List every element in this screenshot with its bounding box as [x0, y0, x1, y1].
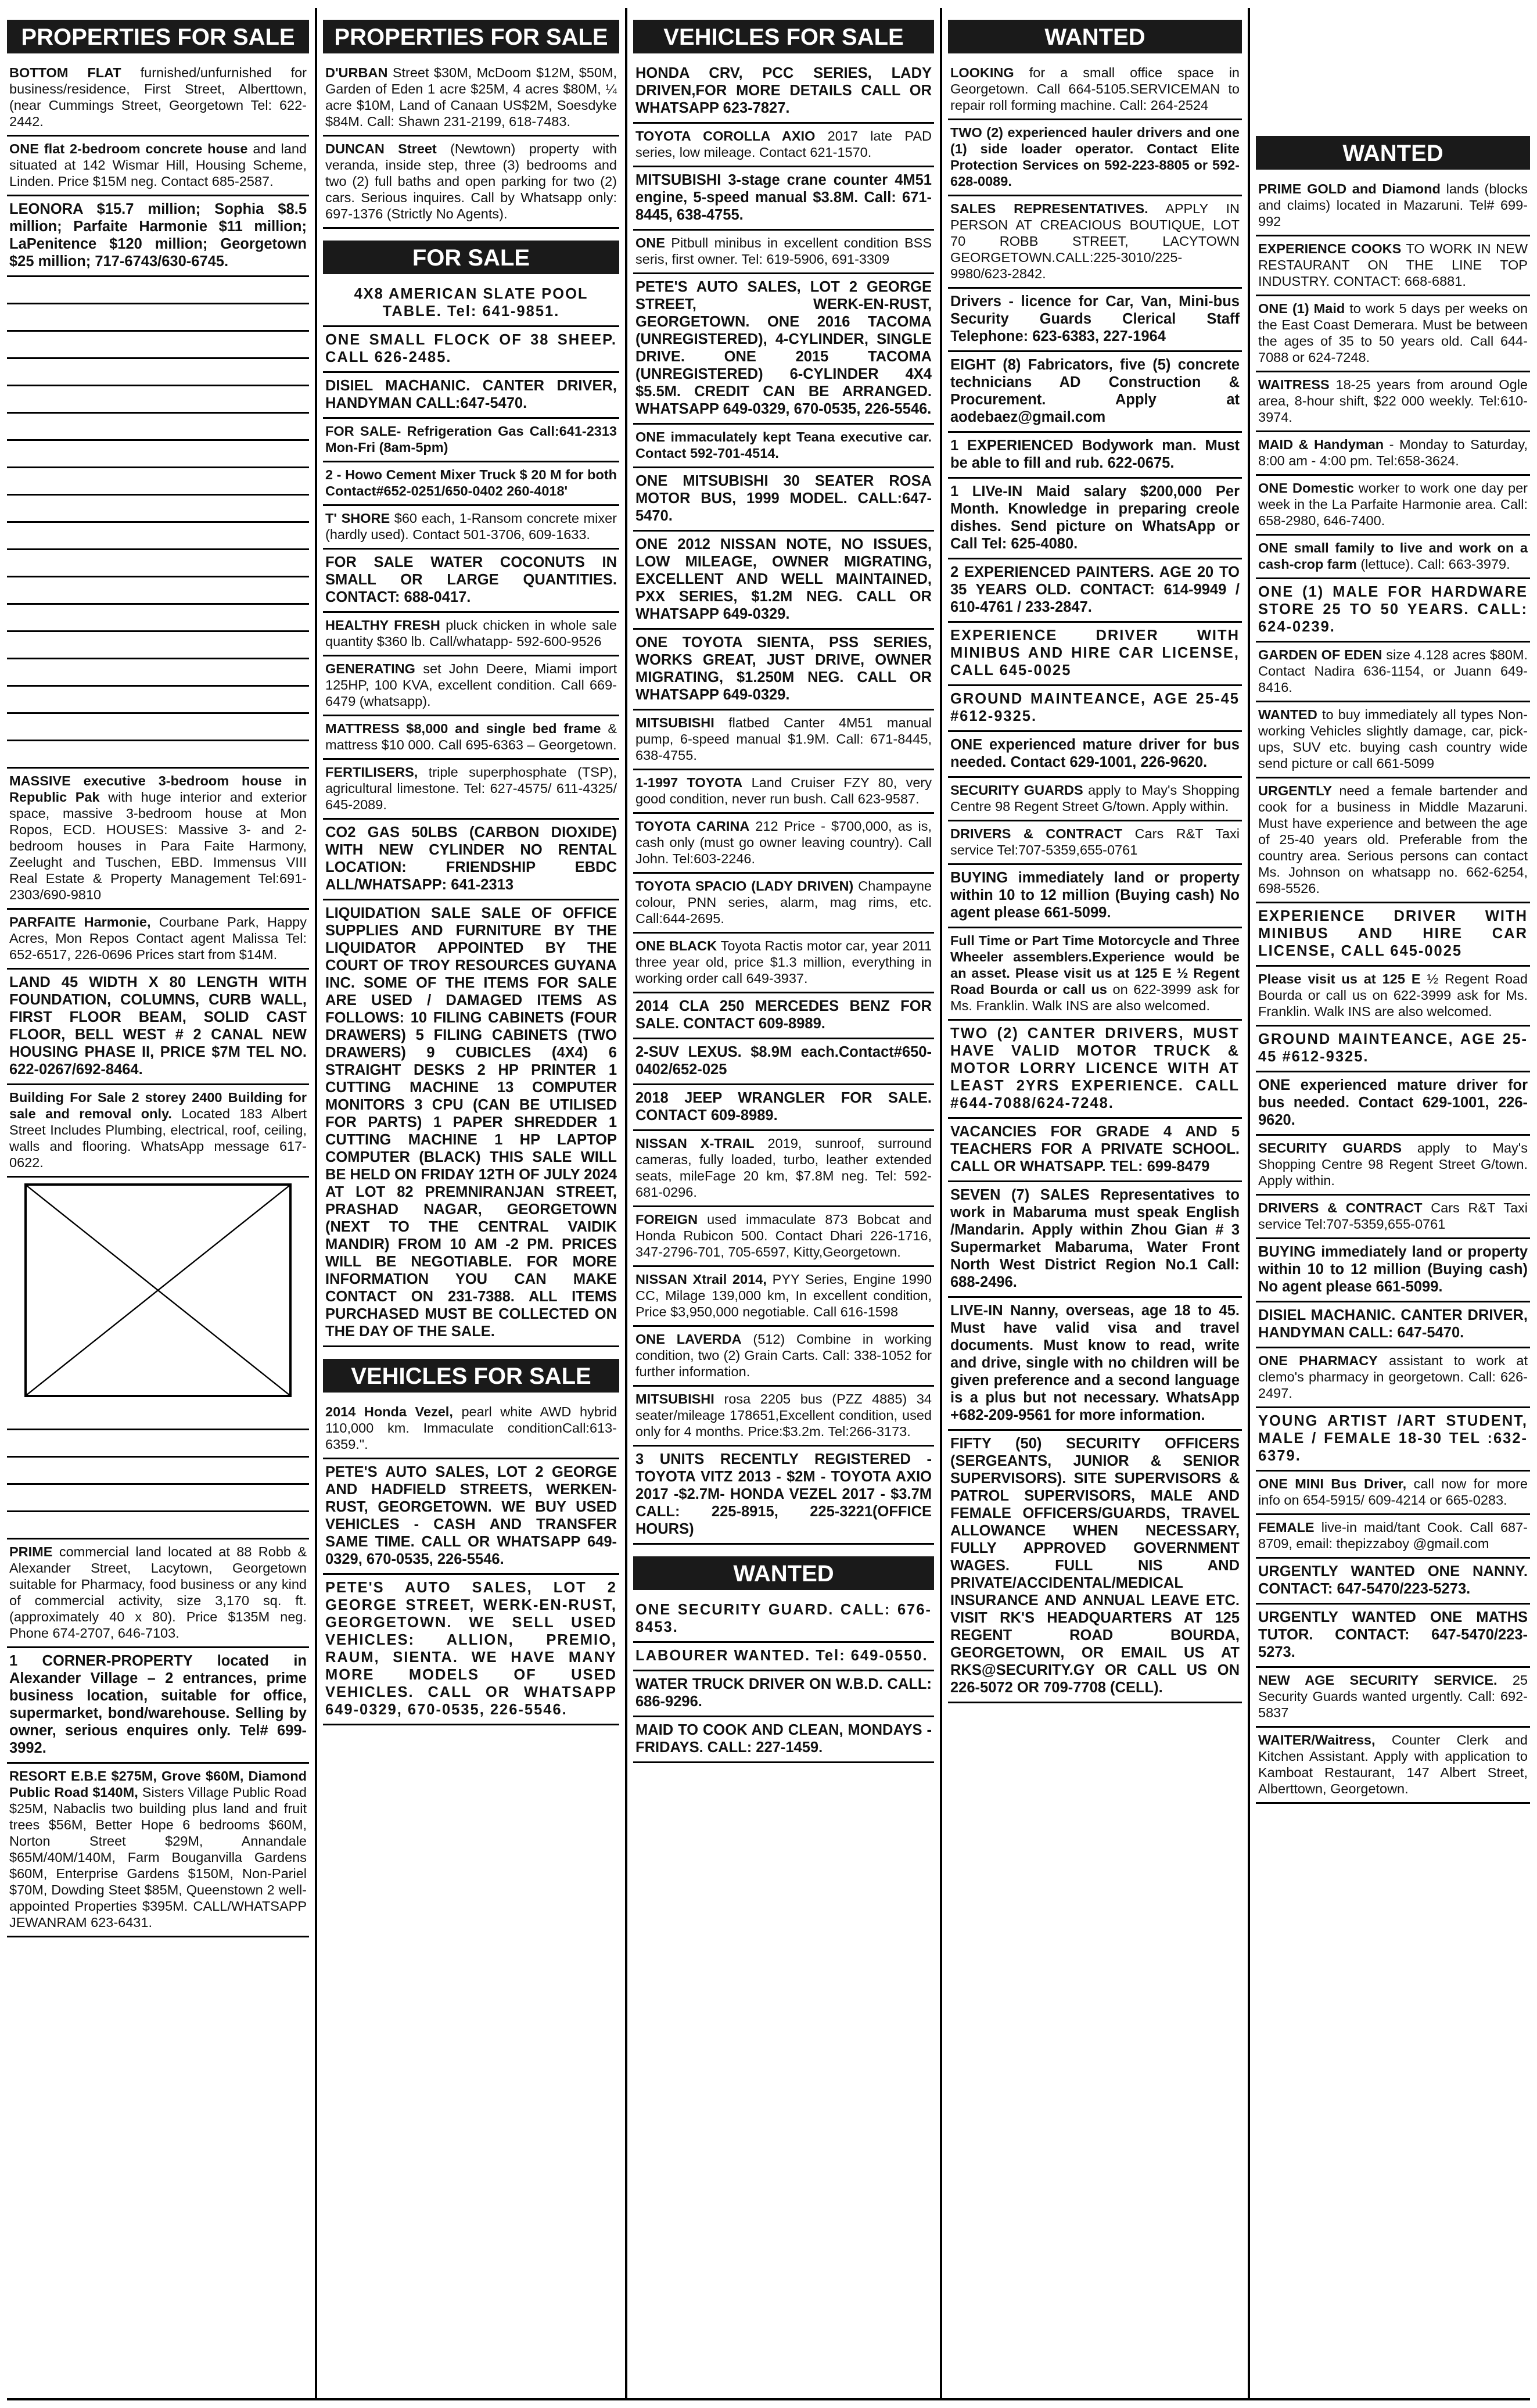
classified-ad [1256, 236, 1530, 296]
ad-text: PETE'S AUTO SALES, LOT 2 GEORGE AND HADFIELD STREETS, WERKEN-RUST, GEORGETOWN. WE BUY USED VEHICLES - CASH AND TRANSFER SAME TIME. CALL OR WHATSAPP 649-0329, 670-0535, 226-5546. [325, 1464, 617, 1567]
classified-ad [323, 419, 619, 462]
ad-text: used immaculate 873 Bobcat and Honda Rubicon 500. Contact Dhari 226-1716, 347-2796-701, 705-6597, Kitty,Georgetown. [635, 1212, 932, 1259]
classified-ad [323, 373, 619, 419]
classified-ad [948, 1021, 1242, 1119]
ad-text: 2019, sunroof, surround cameras, fully loaded, turbo, leather extended seats, mileFage 20 km, $7.8M neg. Tel: 592-681-0296. [635, 1136, 932, 1200]
ad-lead: ONE MINI Bus Driver, [1258, 1476, 1407, 1491]
empty-ad-slot [7, 304, 309, 332]
ad-lead: SECURITY GUARDS [950, 783, 1083, 798]
ad-text: APPLY IN PERSON AT CREACIOUS BOUTIQUE, LOT 70 ROBB STREET, LACYTOWN GEORGETOWN.CALL:225-3010/225-9980/623-2842. [950, 201, 1240, 281]
ad-text: commercial land located at 88 Robb & Alexander Street, Lacytown, Georgetown suitable for Pharmacy, food business or any kind of commercial activity, size 3,170 sq. ft. (approximately 40 x 80). Price $135M neg. Phone 674-2707, 646-7103. [9, 1544, 307, 1641]
ad-lead: MASSIVE executive 3-bedroom house in Republic Pak [9, 773, 307, 805]
ad-text: lands (blocks and claims) located in Mazaruni. Tel# 699-992 [1258, 181, 1528, 229]
empty-ad-slot [7, 468, 309, 496]
ad-text: PYY Series, Engine 1990 CC, Milage 139,000 km, In excellent condition, Price $3,950,000 negotiable. Call 616-1598 [635, 1272, 932, 1319]
ad-lead: D'URBAN [325, 65, 388, 80]
ad-lead: 2 - Howo Cement Mixer Truck $ 20 M for both Contact#652-0251/650-0402 260-4018' [325, 467, 617, 498]
ad-lead: Full Time or Part Time Motorcycle and Three Wheeler assemblers.Experience would be an asset. Please visit us at 125 E ½ Regent Road Bourda or call us [950, 933, 1240, 997]
ad-text: TWO (2) experienced hauler drivers and one (1) side loader operator. Contact Elite Protection Services on 592-223-8805 or 592-628-0089. [950, 125, 1240, 189]
column-divider [315, 8, 317, 2400]
ad-text: Street $30M, McDoom $12M, $50M, Garden of Eden 1 acre $25M, 4 acres $80M, ¼ acre $10M, Land of Canaan US$2M, Soesdyke $84M. Call: Shawn 231-2199, 618-7483. [325, 65, 617, 129]
classified-ad [948, 352, 1242, 433]
ad-text: Cars R&T Taxi service Tel:707-5359,655-0761 [950, 826, 1240, 857]
classified-ad [633, 468, 934, 532]
classified-ad [1256, 1668, 1530, 1728]
classified-ad [948, 1298, 1242, 1431]
ad-text: BUYING immediately land or property within 10 to 12 million (Buying cash) No agent please 661-5099. [1258, 1244, 1528, 1295]
column-divider [1248, 8, 1250, 2400]
ad-text: 4X8 AMERICAN SLATE POOL TABLE. Tel: 641-9851. [354, 286, 588, 320]
ad-text: Champayne colour, PNN series, alarm, mag rims, etc. Call:644-2695. [635, 878, 932, 926]
ad-text: ONE experienced mature driver for bus needed. Contact 629-1001, 226-9620. [950, 737, 1240, 770]
ad-text: Cars R&T Taxi service Tel:707-5359,655-0761 [1258, 1200, 1528, 1232]
classified-ad [633, 274, 934, 425]
ad-lead: TOYOTA SPACIO (LADY DRIVEN) [635, 878, 854, 893]
ad-text: to buy immediately all types Non-working Vehicles slightly damage, car, pick-ups, SUV etc. buying cash country wide send picture or call 661-5099 [1258, 707, 1528, 771]
empty-ad-slot [7, 1485, 309, 1512]
ad-text: set John Deere, Miami import 125HP, 100 KVA, excellent condition. Call 669-6479 (whatsapp). [325, 661, 617, 709]
ad-text: WATER TRUCK DRIVER ON W.B.D. CALL: 686-9296. [635, 1676, 932, 1710]
ad-text: & mattress $10 000. Call 695-6363 – Georgetown. [325, 721, 617, 752]
classified-ad [633, 1447, 934, 1545]
ad-lead: 1-1997 TOYOTA [635, 775, 743, 790]
ad-lead: FOREIGN [635, 1212, 698, 1227]
ad-text: Courbane Park, Happy Acres, Mon Repos Contact agent Malissa Tel: 652-6517, 226-0696 Prices start from $14M. [9, 914, 307, 962]
ad-text: GROUND MAINTEANCE, AGE 25-45 #612-9325. [950, 691, 1240, 724]
classified-ad [1256, 1559, 1530, 1605]
ad-lead: ONE LAVERDA [635, 1332, 742, 1347]
ad-text: (Newtown) property with veranda, inside step, three (3) bedrooms and two (2) full baths and open parking for two (2) cars. Serious inquires. Call by Whatsapp only: 697-1376 (Strictly No Agents). [325, 141, 617, 221]
classified-ad [323, 900, 619, 1347]
ad-text: and land situated at 142 Wismar Hill, Housing Scheme, Linden. Price $15M neg. Contact 685-2587. [9, 141, 307, 189]
ad-lead: LOOKING [950, 65, 1014, 80]
ad-lead: PRIME GOLD and Diamond [1258, 181, 1441, 196]
classified-ad [1256, 177, 1530, 236]
classified-ad [7, 1764, 309, 1937]
empty-ad-slot [7, 1458, 309, 1485]
classified-ad [633, 993, 934, 1039]
ad-text: ONE MITSUBISHI 30 SEATER ROSA MOTOR BUS, 1999 MODEL. CALL:647-5470. [635, 473, 932, 524]
classified-ad [948, 60, 1242, 120]
ad-lead: TOYOTA COROLLA AXIO [635, 128, 816, 143]
classified-ad [323, 281, 619, 327]
ad-text: - Monday to Saturday, 8:00 am - 4:00 pm. Tel:658-3624. [1258, 437, 1528, 468]
section-heading: VEHICLES FOR SALE [323, 1359, 619, 1393]
classified-ad [1256, 643, 1530, 702]
classified-ad [7, 1648, 309, 1764]
classified-ad [7, 970, 309, 1085]
ad-text: (lettuce). Call: 663-3979. [1360, 557, 1510, 572]
classified-ad [7, 196, 309, 277]
ad-lead: TOYOTA CARINA [635, 819, 750, 834]
classified-ad [948, 1431, 1242, 1703]
ad-lead: MITSUBISHI [635, 715, 714, 730]
ad-lead: T' SHORE [325, 511, 390, 526]
classified-ad [1256, 903, 1530, 967]
classified-ad [633, 710, 934, 770]
classified-ad [948, 289, 1242, 352]
classified-ad [1256, 1472, 1530, 1515]
ad-text: ½ Regent Road Bourda or call us on 622-3999 ask for Ms. Franklin. Walk INS are also welcomed. [1258, 971, 1528, 1019]
classified-ad [1256, 1196, 1530, 1239]
ad-lead: EXPERIENCE COOKS [1258, 241, 1402, 256]
empty-ad-slot [7, 659, 309, 687]
ad-lead: MITSUBISHI [635, 1391, 714, 1406]
ad-lead: PARFAITE Harmonie, [9, 914, 151, 930]
classified-ad [1256, 432, 1530, 476]
classified-ad [633, 231, 934, 274]
ad-lead: DUNCAN Street [325, 141, 437, 156]
classified-ad [323, 1459, 619, 1575]
classified-ad [633, 814, 934, 874]
ad-text: PETE'S AUTO SALES, LOT 2 GEORGE STREET, WERK-EN-RUST, GEORGETOWN. WE SELL USED VEHICLES: ALLION, PREMIO, RAUM, SIENTA. WE HAVE MANY MORE MODELS OF USED VEHICLES. CALL OR WHATSAPP 649-0329, 670-0535, 226-5546. [325, 1580, 617, 1718]
classified-ad [948, 1182, 1242, 1298]
classified-ad [1256, 1515, 1530, 1559]
classified-ad [1256, 1027, 1530, 1072]
ad-lead: ONE immaculately kept Teana executive car. Contact 592-701-4514. [635, 429, 932, 461]
ad-text: HONDA CRV, PCC SERIES, LADY DRIVEN,FOR MORE DETAILS CALL OR WHATSAPP 623-7827. [635, 65, 932, 116]
ad-text: with huge interior and exterior space, massive 3-bedroom house at Mon Ropos, ECD. HOUSES: Massive 3- and 2-bedroom houses in Para Faite Harmony, Zeelught and Tuschen, EBD. Immensus VIII Real Estate & Property Management Tel:691-2303/690-9810 [9, 789, 307, 902]
ad-lead: FERTILISERS, [325, 765, 418, 780]
ad-text: MITSUBISHI 3-stage crane counter 4M51 engine, 5-speed manual $3.8M. Call: 671-8445, 638-4755. [635, 172, 932, 223]
ad-lead: PRIME [9, 1544, 53, 1559]
empty-ad-slot [7, 714, 309, 741]
ad-text: Counter Clerk and Kitchen Assistant. Apply with application to Kamboat Restaurant, 147 Albert Street, Alberttown, Georgetown. [1258, 1732, 1528, 1796]
ad-lead: DRIVERS & CONTRACT [1258, 1200, 1423, 1215]
classified-ad [323, 462, 619, 506]
ad-text: TO WORK IN NEW RESTAURANT ON THE LINE TOP INDUSTRY. CONTACT: 668-6881. [1258, 241, 1528, 289]
ad-text: CO2 GAS 50LBS (CARBON DIOXIDE) WITH NEW CYLINDER NO RENTAL LOCATION: FRIENDSHIP EBDC ALL/WHATSAPP: 641-2313 [325, 824, 617, 893]
classified-ad [948, 433, 1242, 479]
ad-lead: GENERATING [325, 661, 415, 676]
classified-ad [633, 1387, 934, 1447]
empty-ad-slot [7, 523, 309, 550]
classified-ad [1256, 1072, 1530, 1136]
column-3 [633, 8, 934, 2400]
empty-ad-slot [7, 550, 309, 577]
ad-lead: HEALTHY FRESH [325, 618, 440, 633]
ad-text: pearl white AWD hybrid 110,000 km. Immaculate conditionCall:613-6359.". [325, 1404, 617, 1452]
empty-ad-slot [7, 741, 309, 769]
classified-ad [323, 656, 619, 716]
ad-lead: ONE [635, 235, 665, 250]
empty-ad-slot [7, 414, 309, 441]
classifieds-page [7, 8, 1530, 2400]
ad-text: 2014 CLA 250 MERCEDES BENZ FOR SALE. CONTACT 609-8989. [635, 998, 932, 1032]
ad-text: Drivers - licence for Car, Van, Mini-bus Security Guards Clerical Staff Telephone: 623-6383, 227-1964 [950, 293, 1240, 344]
classified-ad [323, 327, 619, 373]
ad-text: EXPERIENCE DRIVER WITH MINIBUS AND HIRE CAR LICENSE, CALL 645-0025 [950, 627, 1240, 679]
classified-ad [1256, 1605, 1530, 1668]
ad-text: BUYING immediately land or property within 10 to 12 million (Buying cash) No agent please 661-5099. [950, 870, 1240, 921]
classified-ad [323, 137, 619, 229]
section-heading: WANTED [633, 1556, 934, 1590]
classified-ad [948, 865, 1242, 928]
ad-lead: WANTED [1258, 707, 1317, 722]
ad-text: pluck chicken in whole sale quantity $360 lb. Call/whatapp- 592-600-9526 [325, 618, 617, 649]
ad-text: URGENTLY WANTED ONE MATHS TUTOR. CONTACT: 647-5470/223-5273. [1258, 1609, 1528, 1660]
ad-text: LAND 45 WIDTH X 80 LENGTH WITH FOUNDATION, COLUMNS, CURB WALL, FIRST FLOOR BEAM, SOLID CAST FLOOR, BELL WEST # 2 CANAL NEW HOUSING PHASE II, PRICE $7M TEL NO. 622-0267/692-8464. [9, 974, 307, 1078]
ad-text: (512) Combine in working condition, two (2) Grain Carts. Call: 338-1052 for further information. [635, 1332, 932, 1379]
ad-text: GROUND MAINTEANCE, AGE 25-45 #612-9325. [1258, 1031, 1528, 1065]
classified-ad [948, 479, 1242, 559]
ad-text: 1 LIVe-IN Maid salary $200,000 Per Month. Knowledge in preparing creole dishes. Send picture on WhatsApp or Call Tel: 625-4080. [950, 483, 1240, 552]
ad-text: size 4.128 acres $80M. Contact Nadira 636-1154, or Juann 649-8416. [1258, 647, 1528, 695]
classified-ad [323, 1575, 619, 1725]
empty-ad-slot [7, 386, 309, 414]
column-4 [948, 8, 1242, 2400]
ad-text: to work 5 days per weeks on the East Coast Demerara. Must be between the ages of 35 to 50 years old. Call 644-7088 or 624-7248. [1258, 301, 1528, 365]
ad-text: $60 each, 1-Ransom concrete mixer (hardly used). Contact 501-3706, 609-1633. [325, 511, 617, 542]
ad-text: rosa 2205 bus (PZZ 4885) 34 seater/mileage 178651,Excellent condition, used only for 4 months. Price:$3.2m. Tel:266-3173. [635, 1391, 932, 1439]
section-heading: PROPERTIES FOR SALE [323, 20, 619, 53]
classified-ad [948, 821, 1242, 865]
classified-ad [323, 820, 619, 900]
empty-ad-slot [7, 605, 309, 632]
ad-lead: ONE small family to live and work on a cash-crop farm [1258, 540, 1528, 572]
empty-ad-slot [7, 441, 309, 468]
classified-ad [633, 934, 934, 993]
ad-lead: ONE PHARMACY [1258, 1353, 1378, 1368]
classified-ad [633, 1267, 934, 1327]
ad-lead: Please visit us at 125 E [1258, 971, 1421, 986]
classified-ad [633, 630, 934, 710]
ad-text: EIGHT (8) Fabricators, five (5) concrete technicians AD Construction & Procurement. Apply at aodebaez@gmail.com [950, 357, 1240, 425]
classified-ad [633, 1131, 934, 1207]
ad-text: SEVEN (7) SALES Representatives to work in Mabaruma must speak English /Mandarin. Apply within Zhou Gian # 3 Supermarket Mabaruma, Water Front North West District Region No.1 Call: 688-2496. [950, 1187, 1240, 1290]
ad-text: ONE SMALL FLOCK OF 38 SHEEP. CALL 626-2485. [325, 332, 617, 365]
ad-text: URGENTLY WANTED ONE NANNY. CONTACT: 647-5470/223-5273. [1258, 1563, 1528, 1597]
classified-ad [1256, 1136, 1530, 1196]
ad-text: PETE'S AUTO SALES, LOT 2 GEORGE STREET, WERK-EN-RUST, GEORGETOWN. ONE 2016 TACOMA (UNREGISTERED), 4-CYLINDER, SINGLE DRIVE. ONE 2015 TACOMA (UNREGISTERED) 6-CYLINDER 4X4 $5.5M. CREDIT CAN BE ARRANGED. WHATSAPP 649-0329, 670-0535, 226-5546. [635, 279, 932, 417]
section-heading: FOR SALE [323, 241, 619, 274]
ad-lead: RESORT E.B.E $275M, Grove $60M, Diamond Public Road $140M, [9, 1768, 307, 1800]
ad-text: 1 EXPERIENCED Bodywork man. Must be able to fill and rub. 622-0675. [950, 437, 1240, 471]
ad-text: for a small office space in Georgetown. Call 664-5105.SERVICEMAN to repair roll forming machine. Call: 264-2524 [950, 65, 1240, 113]
ad-lead: FOR SALE- Refrigeration Gas Call:641-2313 Mon-Fri (8am-5pm) [325, 424, 617, 455]
empty-ad-slot [7, 577, 309, 605]
ad-text: 2-SUV LEXUS. $8.9M each.Contact#650-0402/652-025 [635, 1044, 932, 1078]
classified-ad [1256, 778, 1530, 903]
column-divider [940, 8, 942, 2400]
ad-text: ONE experienced mature driver for bus needed. Contact 629-1001, 226-9620. [1258, 1077, 1528, 1128]
classified-ad [948, 196, 1242, 289]
ad-text: ONE TOYOTA SIENTA, PSS SERIES, WORKS GREAT, JUST DRIVE, OWNER MIGRATING, $1.250M NEG. CALL OR WHATSAPP 649-0329. [635, 634, 932, 703]
ad-lead: WAITRESS [1258, 377, 1330, 392]
page-bottom-rule [7, 2398, 1530, 2400]
classified-ad [7, 769, 309, 910]
section-heading: WANTED [948, 20, 1242, 53]
ad-text: Pitbull minibus in excellent condition BSS seris, first owner. Tel: 619-5906, 691-3309 [635, 235, 932, 267]
classified-ad [633, 167, 934, 231]
ad-text: Sisters Village Public Road $25M, Nabaclis two building plus land and fruit trees $56M, Better Hope 6 bedrooms $60M, Norton Street $29M, Annandale $65M/40M/140M, Farm Bouganvilla Gardens $60M, Enterprise Gardens $150M, Non-Pariel $70M, Dowding Steet $85M, Queenstown 2 well-appointed Properties $395M. CALL/WHATSAPP JEWANRAM 623-6431. [9, 1785, 307, 1930]
classified-ad [1256, 1728, 1530, 1804]
ad-lead: SALES REPRESENTATIVES. [950, 201, 1148, 216]
ad-lead: ONE Domestic [1258, 480, 1354, 496]
ad-lead: SECURITY GUARDS [1258, 1140, 1402, 1155]
ad-lead: ONE (1) Maid [1258, 301, 1345, 316]
classified-ad [7, 1539, 309, 1648]
ad-text: LABOURER WANTED. Tel: 649-0550. [635, 1648, 928, 1664]
ad-lead: ONE BLACK [635, 938, 717, 953]
ad-lead: GARDEN OF EDEN [1258, 647, 1382, 662]
column-1 [7, 8, 309, 2400]
ad-text: FIFTY (50) SECURITY OFFICERS (SERGEANTS, JUNIOR & SENIOR SUPERVISORS). SITE SUPERVISORS & PATROL SUPERVISORS, MALE AND FEMALE OFFICERS/GUARDS, TRAVEL ALLOWANCE WHEN NECESSARY, FULLY APPROVED GOVERNMENT WAGES. FULL NIS AND PRIVATE/ACCIDENTAL/MEDICAL INSURANCE AND ANNUAL LEAVE ETC. VISIT RK'S HEADQUARTERS AT 125 REGENT ROAD BOURDA, GEORGETOWN, OR EMAIL US AT RKS@SECURITY.GY OR CALL US ON 226-5072 OR 709-7708 (CELL). [950, 1436, 1240, 1696]
ad-text: EXPERIENCE DRIVER WITH MINIBUS AND HIRE CAR LICENSE, CALL 645-0025 [1258, 908, 1528, 959]
classified-ad [633, 1039, 934, 1085]
classified-ad [1256, 1408, 1530, 1472]
ad-text: call now for more info on 654-5915/ 609-4214 or 665-0283. [1258, 1476, 1528, 1508]
ad-text: ONE SECURITY GUARD. CALL: 676-8453. [635, 1602, 932, 1635]
classified-ad [1256, 536, 1530, 579]
classified-ad [633, 1597, 934, 1643]
classified-ad [633, 425, 934, 468]
classified-ad [323, 1399, 619, 1459]
ad-text: MAID TO COOK AND CLEAN, MONDAYS - FRIDAYS. CALL: 227-1459. [635, 1722, 932, 1756]
classified-ad [948, 732, 1242, 778]
ad-text: 18-25 years from around Ogle area, 8-hour shift, $22 000 weekly. Tel:610-3974. [1258, 377, 1528, 425]
classified-ad [1256, 579, 1530, 643]
classified-ad [1256, 372, 1530, 432]
classified-ad [1256, 296, 1530, 372]
classified-ad [948, 559, 1242, 623]
ad-lead: WAITER/Waitress, [1258, 1732, 1376, 1747]
ad-text: LEONORA $15.7 million; Sophia $8.5 million; Parfaite Harmonie $11 million; LaPenitence $120 million; Georgetown $25 million; 717-6743/630-6745. [9, 201, 307, 270]
classified-ad [633, 770, 934, 814]
image-placeholder [24, 1183, 292, 1397]
ad-text: triple superphosphate (TSP), agricultural limestone. Tel: 627-4575/ 611-4325/ 645-2089. [325, 765, 617, 812]
ad-text: apply to May's Shopping Centre 98 Regent Street G/town. Apply within. [1258, 1140, 1528, 1188]
section-heading: PROPERTIES FOR SALE [7, 20, 309, 53]
ad-text: ONE (1) MALE FOR HARDWARE STORE 25 TO 50 YEARS. CALL: 624-0239. [1258, 584, 1528, 635]
ad-lead: 2014 Honda Vezel, [325, 1404, 453, 1419]
ad-lead: NISSAN Xtrail 2014, [635, 1272, 767, 1287]
ad-text: YOUNG ARTIST /ART STUDENT, MALE / FEMALE 18-30 TEL :632-6379. [1258, 1413, 1528, 1464]
ad-text: 1 CORNER-PROPERTY located in Alexander Village – 2 entrances, prime business location, suitable for office, supermarket, bond/warehouse. Selling by owner, serious enquires only. Tel# 699-3992. [9, 1653, 307, 1756]
ad-lead: ONE flat 2-bedroom concrete house [9, 141, 248, 156]
ad-lead: MAID & Handyman [1258, 437, 1384, 452]
classified-ad [633, 124, 934, 167]
ad-text: LIQUIDATION SALE SALE OF OFFICE SUPPLIES AND FURNITURE BY THE LIQUIDATOR APPOINTED BY THE COURT OF TROY RESOURCES GUYANA INC. SOME OF THE ITEMS FOR SALE ARE USED / DAMAGED ITEMS AS FOLLOWS: 10 FILING CABINETS (FOUR DRAWERS) 5 FILING CABINETS (TWO DRAWERS) 9 CUBICLES (4X4) 6 STRAIGHT DESKS 2 HP PRINTER 1 CUTTING MACHINE 13 COMPUTER MONITORS 3 CPU (CAN BE UTILISED FOR PARTS) 1 PAPER SHREDDER 1 CUTTING MACHINE 1 HP LAPTOP COMPUTER (BLACK) THIS SALE WILL BE HELD ON FRIDAY 12TH OF JULY 2024 AT LOT 82 PREMNIRANJAN STREET, PRASHAD NAGAR, GEORGETOWN (NEXT TO THE CENTRAL VAIDIK MANDIR) FROM 10 AM -2 PM. PRICES WILL BE NEGOTIABLE. FOR MORE INFORMATION YOU CAN MAKE CONTACT ON 231-7388. ALL ITEMS PURCHASED MUST BE COLLECTED ON THE DAY OF THE SALE. [325, 905, 617, 1340]
empty-ad-slot [7, 496, 309, 523]
classified-ad [1256, 1302, 1530, 1348]
ad-text: 212 Price - $700,000, as is, cash only (must go owner leaving country). Call John. Tel:603-2246. [635, 819, 932, 866]
classified-ad [7, 1085, 309, 1178]
ad-text: 2017 late PAD series, low mileage. Contact 621-1570. [635, 128, 932, 160]
section-heading: WANTED [1256, 136, 1530, 170]
classified-ad [1256, 1239, 1530, 1302]
ad-text: LIVE-IN Nanny, overseas, age 18 to 45. Must have valid visa and travel documents. Must know to read, write and drive, single with no children will be given preference and a second language is a plus but not necessary. WhatsApp +682-209-9561 for more information. [950, 1302, 1240, 1423]
ad-text: Toyota Ractis motor car, year 2011 three year old, price $1.3 million, everything in working order call 649-3937. [635, 938, 932, 986]
column-2 [323, 8, 619, 2400]
empty-ad-slot [7, 1430, 309, 1458]
ad-text: Located 183 Albert Street Includes Plumbing, electrical, roof, ceiling, walls and flooring. WhatsApp message 617-0622. [9, 1106, 307, 1170]
classified-ad [948, 928, 1242, 1021]
classified-ad [7, 910, 309, 970]
ad-text: worker to work one day per week in the La Parfaite Harmonie area. Call: 658-2980, 646-7400. [1258, 480, 1528, 528]
classified-ad [633, 1643, 934, 1671]
classified-ad [323, 716, 619, 760]
ad-text: live-in maid/tant Cook. Call 687-8709, email: thepizzaboy @gmail.com [1258, 1520, 1528, 1551]
classified-ad [7, 60, 309, 137]
classified-ad [948, 623, 1242, 686]
ad-lead: URGENTLY [1258, 783, 1333, 798]
classified-ad [323, 550, 619, 613]
ad-lead: NISSAN X-TRAIL [635, 1136, 755, 1151]
empty-ad-slot [7, 277, 309, 304]
ad-text: 2018 JEEP WRANGLER FOR SALE. CONTACT 609-8989. [635, 1090, 932, 1124]
ad-text: 25 Security Guards wanted urgently. Call: 692-5837 [1258, 1673, 1528, 1720]
ad-text: ONE 2012 NISSAN NOTE, NO ISSUES, LOW MILEAGE, OWNER MIGRATING, EXCELLENT AND WELL MAINTAINED, PXX SERIES, $1.2M NEG. CALL OR WHATSAPP 649-0329. [635, 536, 932, 622]
column-divider [625, 8, 627, 2400]
ad-text: flatbed Canter 4M51 manual pump, 6-speed manual $1.9M. Call: 671-8445, 638-4755. [635, 715, 932, 763]
classified-ad [948, 120, 1242, 196]
ad-text: TWO (2) CANTER DRIVERS, MUST HAVE VALID MOTOR TRUCK & MOTOR LORRY LICENCE WITH AT LEAST 2YRS EXPERIENCE. CALL #644-7088/624-7248. [950, 1025, 1240, 1111]
classified-ad [633, 532, 934, 630]
ad-text: apply to May's Shopping Centre 98 Regent Street G/town. Apply within. [950, 783, 1240, 814]
ad-text: on 622-3999 ask for Ms. Franklin. Walk INS are also welcomed. [950, 982, 1240, 1013]
classified-ad [1256, 967, 1530, 1027]
classified-ad [1256, 1348, 1530, 1408]
classified-ad [633, 874, 934, 934]
ad-text: assistant to work at clemo's pharmacy in georgetown. Call: 626-2497. [1258, 1353, 1528, 1401]
classified-ad [948, 1119, 1242, 1182]
classified-ad [948, 686, 1242, 732]
empty-ad-slot [7, 632, 309, 659]
ad-lead: Building For Sale 2 storey 2400 Building for sale and removal only. [9, 1090, 307, 1121]
empty-ad-slot [7, 359, 309, 386]
classified-ad [323, 506, 619, 550]
empty-ad-slot [7, 332, 309, 359]
ad-text: DISIEL MACHANIC. CANTER DRIVER, HANDYMAN CALL:647-5470. [325, 378, 617, 411]
empty-ad-slot [7, 687, 309, 714]
ad-text: FOR SALE WATER COCONUTS IN SMALL OR LARGE QUANTITIES. CONTACT: 688-0417. [325, 554, 617, 605]
empty-ad-slot [7, 1403, 309, 1430]
column-5 [1256, 8, 1530, 2400]
classified-ad [323, 760, 619, 820]
classified-ad [633, 1207, 934, 1267]
ad-text: 2 EXPERIENCED PAINTERS. AGE 20 TO 35 YEARS OLD. CONTACT: 614-9949 / 610-4761 / 233-2847. [950, 564, 1240, 615]
ad-text: DISIEL MACHANIC. CANTER DRIVER, HANDYMAN CALL: 647-5470. [1258, 1307, 1528, 1341]
classified-ad [633, 1671, 934, 1717]
classified-ad [1256, 702, 1530, 778]
ad-text: need a female bartender and cook for a business in Middle Mazaruni. Must have experience and between the age of 25-40 years old. Preferable from the country area. Serious persons can contact Ms. Johnson on whatsapp no. 662-6254, 698-5526. [1258, 783, 1528, 896]
ad-text: VACANCIES FOR GRADE 4 AND 5 TEACHERS FOR A PRIVATE SCHOOL. CALL OR WHATSAPP. TEL: 699-8479 [950, 1124, 1240, 1175]
classified-ad [1256, 476, 1530, 536]
classified-ad [7, 137, 309, 196]
classified-ad [633, 60, 934, 124]
classified-ad [633, 1717, 934, 1763]
ad-text: 3 UNITS RECENTLY REGISTERED - TOYOTA VITZ 2013 - $2M - TOYOTA AXIO 2017 -$2.7M- HONDA VEZEL 2017 - $3.7M CALL: 225-8915, 225-3221(OFFICE HOURS) [635, 1451, 932, 1537]
ad-lead: DRIVERS & CONTRACT [950, 826, 1123, 841]
classified-ad [323, 60, 619, 137]
classified-ad [323, 613, 619, 656]
section-heading: VEHICLES FOR SALE [633, 20, 934, 53]
ad-text: furnished/unfurnished for business/residence, First Street, Alberttown, (near Cummings Street, Georgetown Tel: 622-2442. [9, 65, 307, 129]
empty-ad-slot [7, 1512, 309, 1539]
ad-lead: FEMALE [1258, 1520, 1315, 1535]
classified-ad [948, 778, 1242, 821]
ad-text: Land Cruiser FZY 80, very good condition, never run bush. Call 623-9587. [635, 775, 932, 806]
ad-lead: NEW AGE SECURITY SERVICE. [1258, 1673, 1498, 1688]
classified-ad [633, 1085, 934, 1131]
ad-lead: MATTRESS $8,000 and single bed frame [325, 721, 601, 736]
ad-lead: BOTTOM FLAT [9, 65, 121, 80]
classified-ad [633, 1327, 934, 1387]
